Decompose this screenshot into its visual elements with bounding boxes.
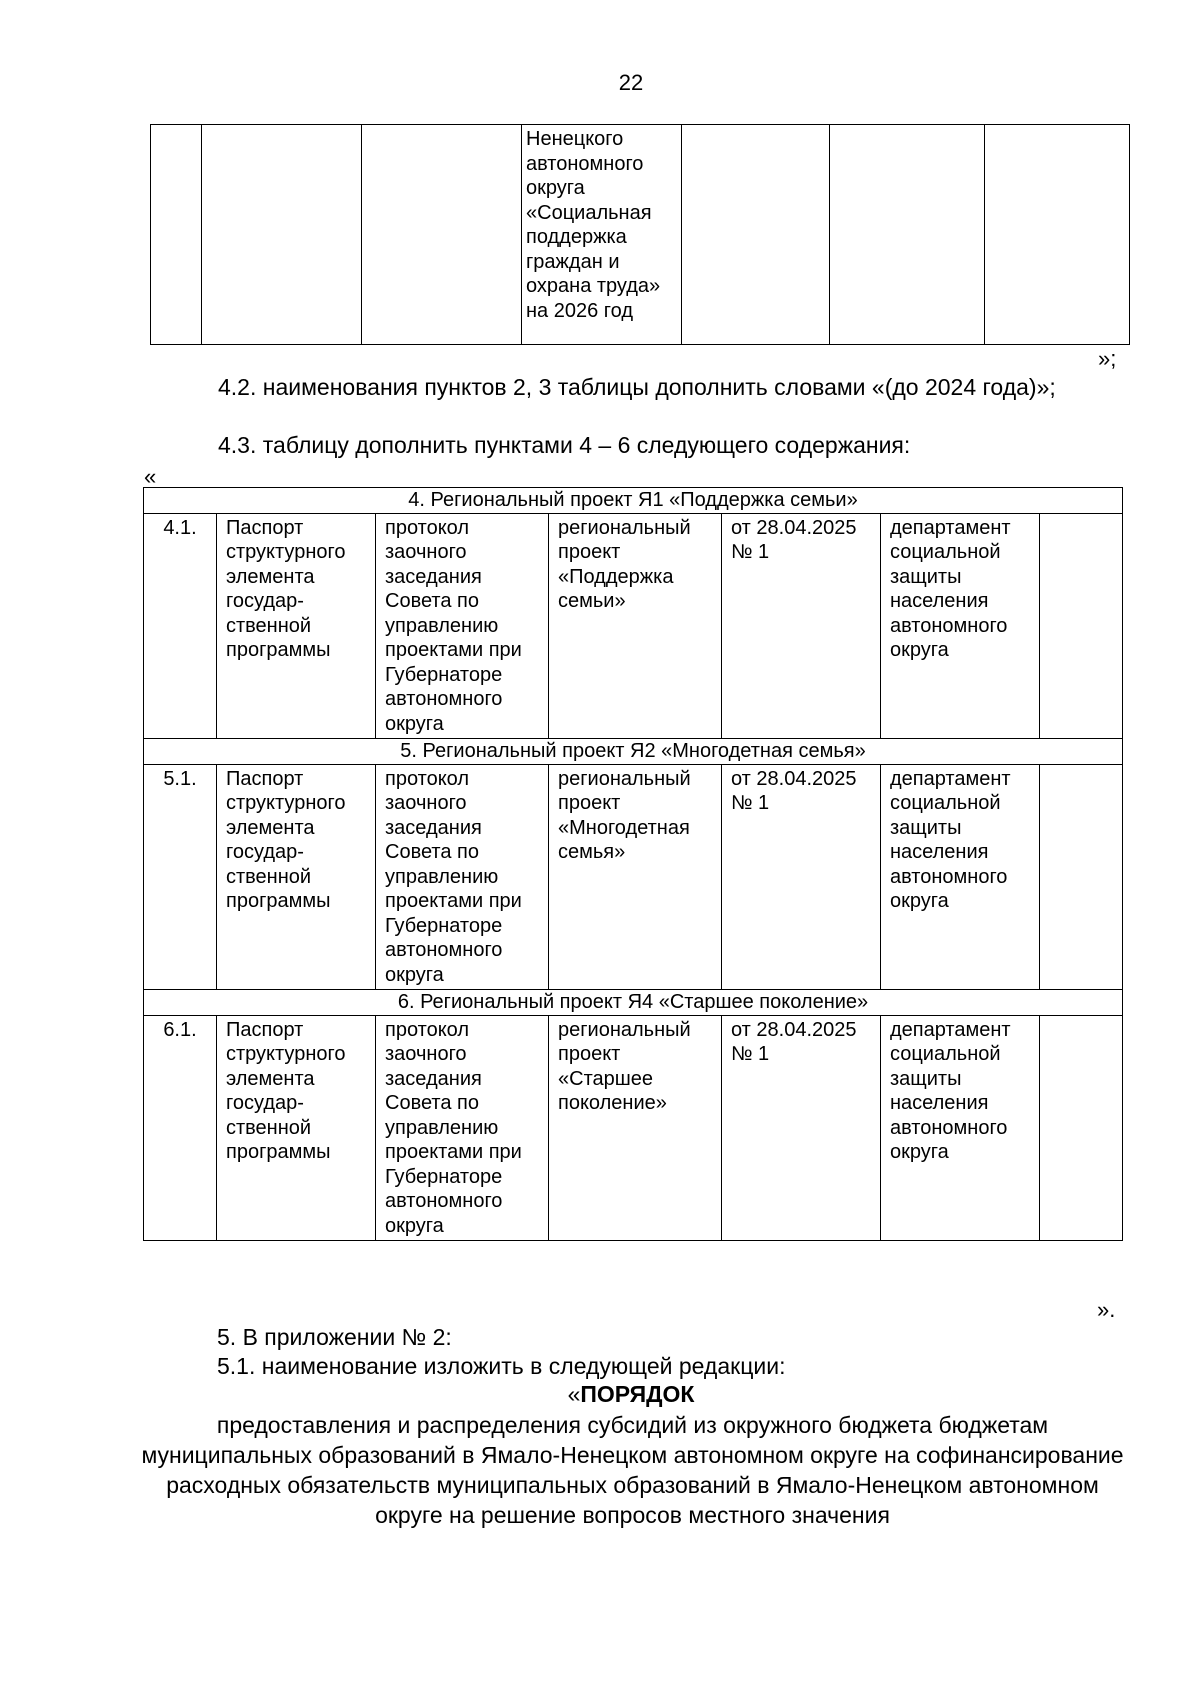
responsible-department: департамент социальной защиты населения автономного округа [881,764,1040,990]
heading-title [0,1381,1200,1408]
approval-protocol: протокол заочного заседания Совета по управлению проектами при Губернаторе автономного округа [376,764,549,990]
table-row [144,764,1123,990]
section-title: 4. Региональный проект Я1 «Поддержка семьи» [144,488,1123,514]
table-cell [362,125,522,345]
section-title: 5. Региональный проект Я2 «Многодетная семья» [144,739,1123,765]
document-type: Паспорт структурного элемента государ-ственной программы [217,513,376,739]
responsible-department: департамент социальной защиты населения автономного округа [881,513,1040,739]
approval-date: от 28.04.2025 № 1 [722,764,881,990]
table-row [144,513,1123,739]
approval-date: от 28.04.2025 № 1 [722,513,881,739]
closing-quote: »; [1098,346,1117,371]
document-type: Паспорт структурного элемента государ-ственной программы [217,1015,376,1241]
section-title: 6. Региональный проект Я4 «Старшее поколение» [144,990,1123,1016]
paragraph-4-3: 4.3. таблицу дополнить пунктами 4 – 6 следующего содержания: [218,432,911,458]
table-cell [985,125,1130,345]
approval-date: от 28.04.2025 № 1 [722,1015,881,1241]
responsible-department: департамент социальной защиты населения автономного округа [881,1015,1040,1241]
extra-cell [1040,513,1123,739]
table-cell [682,125,830,345]
heading-open-quote: « [567,1381,581,1407]
closing-quote: ». [1097,1297,1116,1322]
approval-protocol: протокол заочного заседания Совета по управлению проектами при Губернаторе автономного округа [376,1015,549,1241]
opening-quote: « [144,464,157,489]
program-name-cell: Ненецкого автономного округа «Социальная поддержка граждан и охрана труда» на 2026 год [522,125,682,345]
extra-cell [1040,1015,1123,1241]
heading-title-text: ПОРЯДОК [580,1381,695,1407]
extra-cell [1040,764,1123,990]
page-number: 22 [618,70,644,95]
table-cell [202,125,362,345]
paragraph-4-2: 4.2. наименования пунктов 2, 3 таблицы дополнить словами «(до 2024 года)»; [218,374,1056,400]
project-name: региональный проект «Поддержка семьи» [549,513,722,739]
paragraph-5-1: 5.1. наименование изложить в следующей редакции: [217,1353,786,1379]
row-number: 4.1. [144,513,217,739]
project-name: региональный проект «Старшее поколение» [549,1015,722,1241]
continuation-table [150,124,1130,345]
document-type: Паспорт структурного элемента государ-ственной программы [217,764,376,990]
paragraph-5: 5. В приложении № 2: [217,1324,452,1350]
row-number: 6.1. [144,1015,217,1241]
projects-table [143,487,1123,1241]
approval-protocol: протокол заочного заседания Совета по управлению проектами при Губернаторе автономного округа [376,513,549,739]
row-number: 5.1. [144,764,217,990]
heading-body: предоставления и распределения субсидий из окружного бюджета бюджетам муниципальных образований в Ямало-Ненецком автономном округе на софинансирование расходных обязательств муниципальных образований в Ямало-Ненецком автономном округе на решение вопросов местного значения [141,1412,1124,1528]
table-row [144,1015,1123,1241]
table-cell [151,125,202,345]
table-cell [830,125,985,345]
project-name: региональный проект «Многодетная семья» [549,764,722,990]
